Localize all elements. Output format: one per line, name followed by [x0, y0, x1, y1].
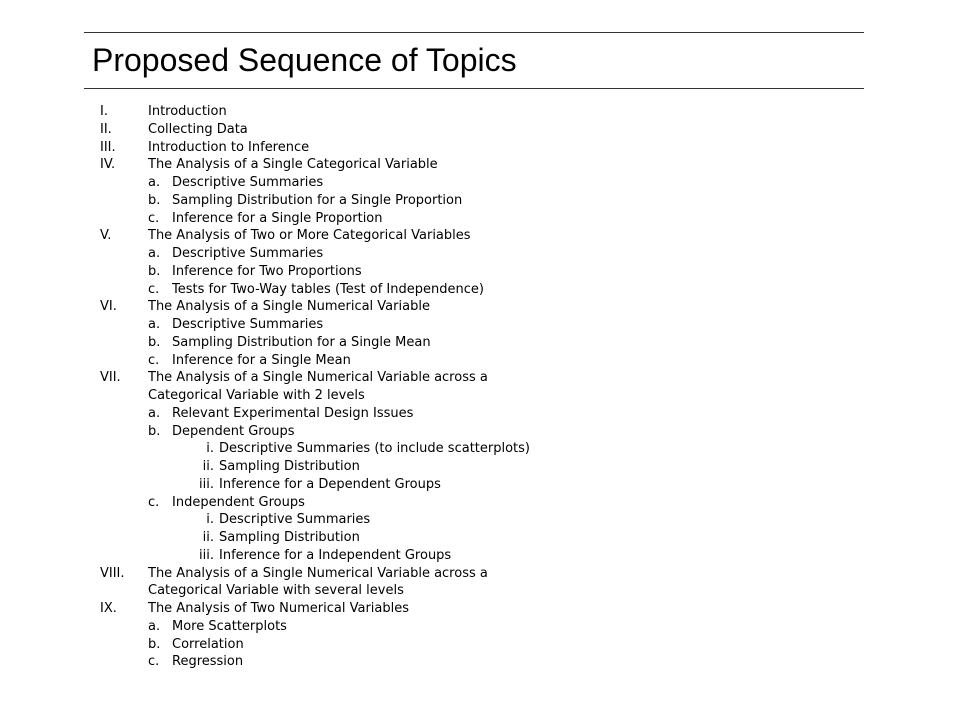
- outline-item-number: c.: [148, 494, 160, 510]
- outline-item-text: Tests for Two-Way tables (Test of Independence): [172, 281, 484, 297]
- outline-item-number: ii.: [202, 530, 214, 545]
- outline-item-number: a.: [148, 405, 161, 421]
- outline-item-text: The Analysis of Two or More Categorical Variables: [148, 228, 471, 244]
- outline-item-text: Sampling Distribution for a Single Mean: [172, 334, 431, 350]
- outline-item-number: c.: [148, 281, 160, 297]
- outline-item-text: Independent Groups: [172, 494, 305, 510]
- outline-item-text: Categorical Variable with 2 levels: [148, 388, 365, 403]
- outline-item-number: b.: [148, 192, 161, 208]
- outline-item-number: c.: [148, 654, 160, 670]
- outline-item-number: III.: [100, 139, 116, 155]
- outline-item-text: Inference for Two Proportions: [172, 263, 362, 279]
- outline-item-text: The Analysis of a Single Numerical Variable across a: [148, 565, 488, 581]
- outline-item-number: VII.: [100, 370, 121, 386]
- outline-item-number: a.: [148, 175, 161, 190]
- outline-item-text: Collecting Data: [148, 121, 248, 137]
- outline-item-text: Correlation: [172, 636, 244, 652]
- outline-item-number: iii.: [199, 547, 214, 563]
- outline-item-text: Inference for a Independent Groups: [219, 547, 452, 563]
- outline-item-text: Introduction to Inference: [148, 139, 310, 155]
- title-bottom-rule: [84, 88, 864, 89]
- outline-item-text: Sampling Distribution for a Single Proportion: [172, 192, 463, 208]
- outline-item-text: Inference for a Single Mean: [172, 352, 351, 368]
- outline-item-number: a.: [148, 317, 161, 332]
- outline-item-text: More Scatterplots: [172, 618, 287, 634]
- outline-item-number: II.: [100, 121, 112, 137]
- outline-item-number: c.: [148, 352, 160, 368]
- outline-item-text: Introduction: [148, 104, 227, 119]
- outline-item-number: VIII.: [100, 565, 125, 581]
- outline-item-text: The Analysis of a Single Numerical Variable: [148, 299, 430, 315]
- outline-item-text: Categorical Variable with several levels: [148, 583, 404, 599]
- outline-item-text: Sampling Distribution: [219, 530, 360, 545]
- outline-item-text: Dependent Groups: [172, 423, 295, 439]
- outline-item-number: b.: [148, 334, 161, 350]
- outline-item-text: Descriptive Summaries: [219, 512, 371, 528]
- outline-item-text: Sampling Distribution: [219, 459, 360, 474]
- outline-item-text: Inference for a Dependent Groups: [219, 476, 441, 492]
- outline-item-number: I.: [100, 104, 108, 119]
- outline-item-text: Descriptive Summaries: [172, 246, 324, 261]
- outline-item-number: b.: [148, 423, 161, 439]
- outline-item-text: Descriptive Summaries: [172, 175, 324, 190]
- outline-item-number: i.: [206, 441, 214, 457]
- outline-item-text: Regression: [172, 654, 244, 670]
- outline-item-text: Descriptive Summaries: [172, 317, 324, 332]
- outline-item-text: The Analysis of a Single Categorical Variable: [148, 157, 438, 173]
- outline-item-number: c.: [148, 210, 160, 226]
- page-title: Proposed Sequence of Topics: [92, 42, 517, 78]
- outline-item-number: ii.: [202, 459, 214, 474]
- title-top-rule: [84, 32, 864, 33]
- outline-item-number: i.: [206, 512, 214, 528]
- outline-item-number: IV.: [100, 157, 116, 173]
- outline-item-text: The Analysis of Two Numerical Variables: [148, 601, 410, 616]
- outline-item-number: IX.: [100, 601, 117, 616]
- outline-item-number: a.: [148, 618, 161, 634]
- outline-item-number: a.: [148, 246, 161, 261]
- outline-item-number: V.: [100, 228, 112, 244]
- outline-item-number: VI.: [100, 299, 117, 315]
- outline-item-number: iii.: [199, 476, 214, 492]
- outline-item-text: Relevant Experimental Design Issues: [172, 405, 414, 421]
- outline-item-text: Inference for a Single Proportion: [172, 210, 383, 226]
- outline-item-number: b.: [148, 636, 161, 652]
- outline-item-text: Descriptive Summaries (to include scatterplots): [219, 441, 530, 457]
- outline-item-text: The Analysis of a Single Numerical Variable across a: [148, 370, 488, 386]
- outline-item-number: b.: [148, 263, 161, 279]
